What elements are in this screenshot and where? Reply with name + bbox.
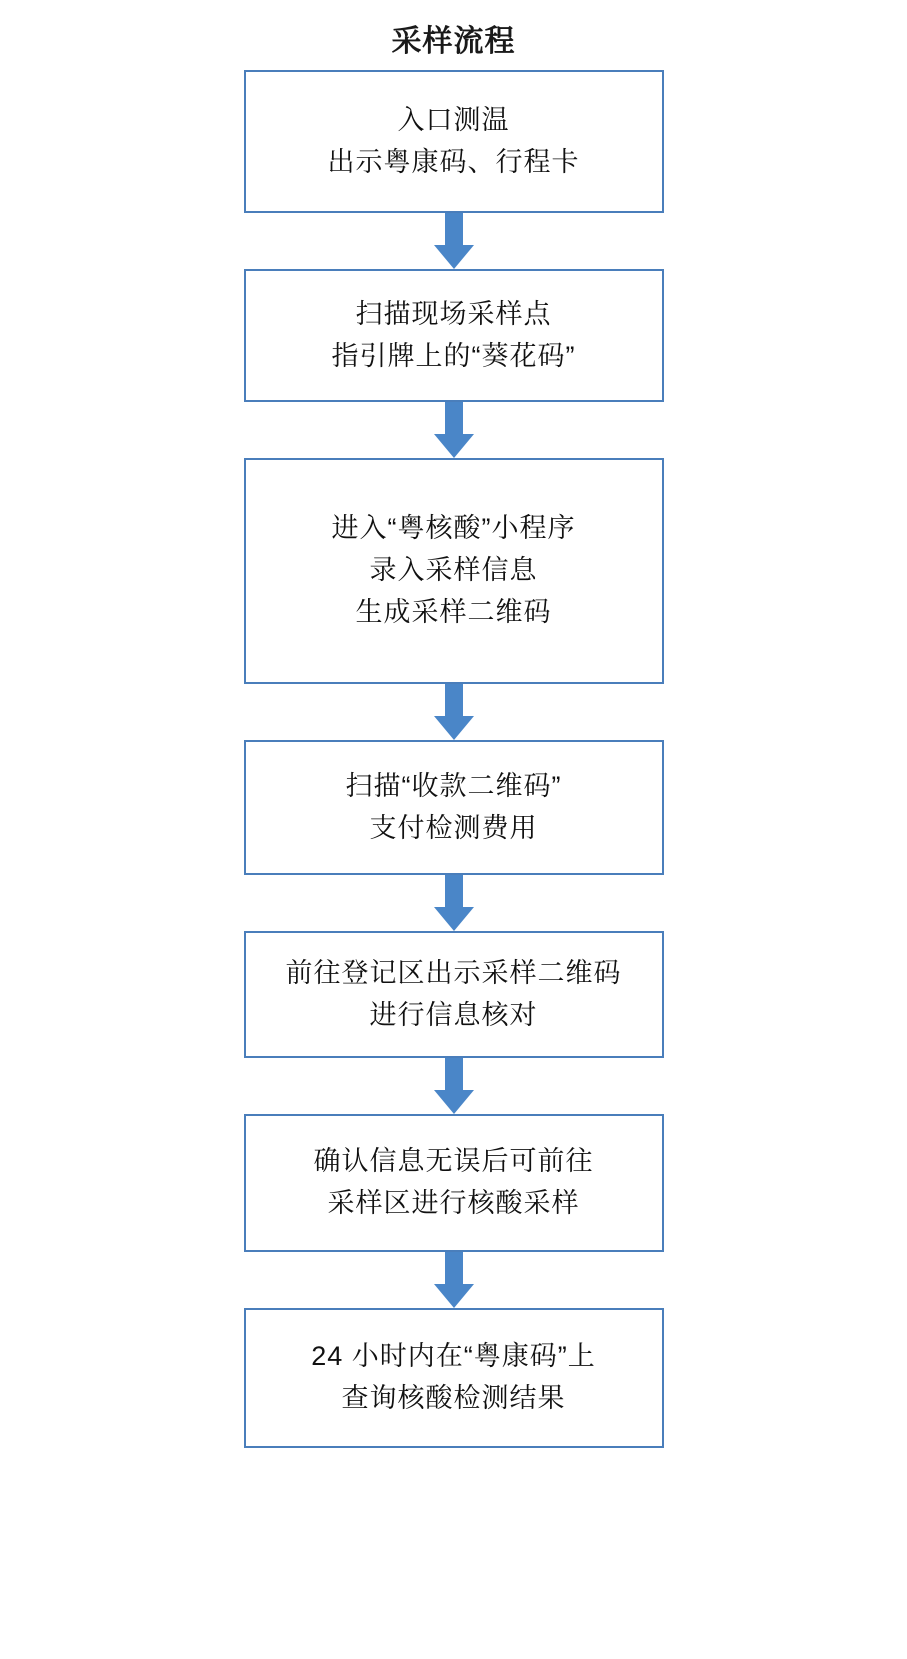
flow-node-line: 查询核酸检测结果 xyxy=(341,1383,566,1413)
flow-node-line: 进入“粤核酸”小程序 xyxy=(331,513,576,544)
arrow-shaft xyxy=(445,1252,463,1286)
flow-node-line: 24 小时内在“粤康码”上 xyxy=(311,1341,596,1372)
flow-node-line: 扫描现场采样点 xyxy=(355,298,552,329)
flow-node-line: 入口测温 xyxy=(397,104,510,135)
flow-node-miniprogram-entry xyxy=(244,458,664,684)
arrow-shaft xyxy=(445,213,463,247)
flow-node-entry-temperature xyxy=(244,70,664,213)
arrow-down-icon xyxy=(434,1058,474,1114)
arrow-head xyxy=(434,1090,474,1114)
flow-node-line: 生成采样二维码 xyxy=(355,596,552,627)
flow-node-line: 确认信息无误后可前往 xyxy=(313,1146,594,1177)
arrow-head xyxy=(434,434,474,458)
arrow-head xyxy=(434,245,474,269)
arrow-down-icon xyxy=(434,402,474,458)
flow-node-line: 扫描“收款二维码” xyxy=(345,770,562,801)
flow-node-registration-check xyxy=(244,931,664,1058)
page-title: 采样流程 xyxy=(391,25,516,58)
arrow-shaft xyxy=(445,402,463,436)
arrow-shaft xyxy=(445,684,463,718)
flow-node-line: 进行信息核对 xyxy=(369,999,538,1030)
flow-node-payment xyxy=(244,740,664,875)
flow-node-line: 前往登记区出示采样二维码 xyxy=(285,957,622,988)
arrow-head xyxy=(434,907,474,931)
arrow-down-icon xyxy=(434,875,474,931)
flow-column xyxy=(0,70,907,1448)
arrow-head xyxy=(434,716,474,740)
arrow-shaft xyxy=(445,875,463,909)
flow-node-line: 录入采样信息 xyxy=(369,555,538,586)
flow-node-line: 出示粤康码、行程卡 xyxy=(327,146,580,177)
flow-node-result-query xyxy=(244,1308,664,1448)
arrow-down-icon xyxy=(434,213,474,269)
arrow-down-icon xyxy=(434,684,474,740)
flowchart-diagram xyxy=(0,16,907,1659)
arrow-head xyxy=(434,1284,474,1308)
flow-node-line: 指引牌上的“葵花码” xyxy=(331,340,576,371)
arrow-down-icon xyxy=(434,1252,474,1308)
flow-node-line: 采样区进行核酸采样 xyxy=(327,1188,580,1218)
flow-node-line: 支付检测费用 xyxy=(369,812,538,843)
flow-node-scan-site-code xyxy=(244,269,664,402)
arrow-shaft xyxy=(445,1058,463,1092)
flow-node-sampling xyxy=(244,1114,664,1252)
